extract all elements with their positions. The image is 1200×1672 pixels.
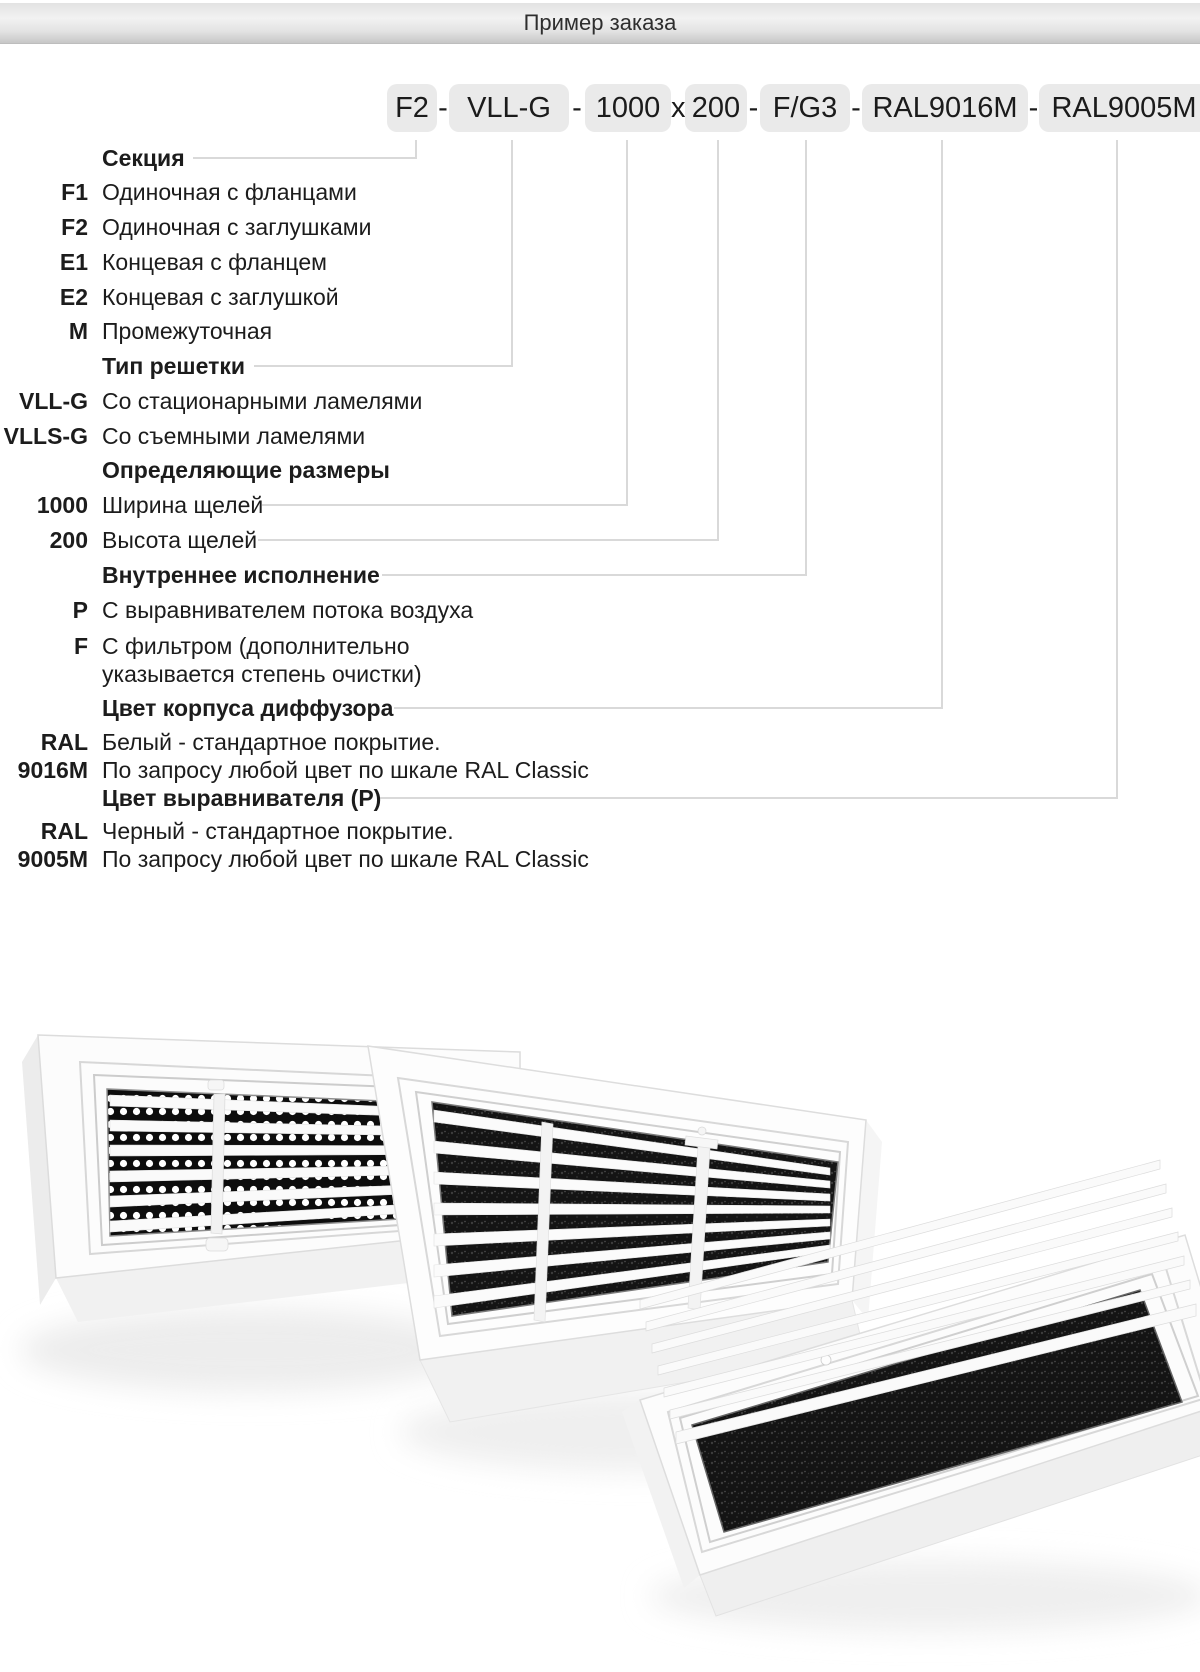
legend-text: С фильтром (дополнительно bbox=[102, 633, 410, 659]
legend-item bbox=[0, 422, 365, 450]
code-chip-body-color: RAL9016M bbox=[862, 84, 1028, 132]
code-separator: - bbox=[572, 92, 582, 124]
legend-code: E1 bbox=[59, 249, 88, 275]
legend-code: VLL-G bbox=[19, 388, 88, 414]
legend-text: Концевая с фланцем bbox=[102, 249, 327, 275]
legend-item bbox=[0, 632, 422, 688]
legend-code: 9016M bbox=[17, 757, 88, 783]
legend-heading-text: Цвет корпуса диффузора bbox=[102, 695, 394, 721]
code-separator: x bbox=[671, 92, 686, 124]
page-title: Пример заказа bbox=[523, 10, 677, 35]
legend-heading-dimensions bbox=[0, 456, 390, 484]
legend-heading-text: Цвет выравнивателя (P) bbox=[102, 785, 382, 811]
legend-code: 1000 bbox=[36, 492, 88, 518]
legend-item bbox=[0, 817, 589, 873]
legend-heading-text: Тип решетки bbox=[102, 353, 246, 379]
code-separator: - bbox=[748, 92, 759, 124]
code-separator: - bbox=[1028, 92, 1039, 124]
code-separator: - bbox=[851, 92, 861, 124]
legend-item bbox=[0, 387, 422, 415]
legend-heading-grille-type bbox=[0, 352, 245, 380]
legend-item bbox=[0, 317, 272, 345]
legend-code: 200 bbox=[49, 527, 88, 553]
code-chip-equalizer-color: RAL9005M bbox=[1039, 84, 1200, 132]
code-separator: - bbox=[438, 92, 448, 124]
legend-text: Ширина щелей bbox=[102, 492, 264, 518]
legend-text: Со стационарными ламелями bbox=[102, 388, 423, 414]
legend-text: указывается степень очистки) bbox=[102, 661, 422, 687]
legend-heading-text: Секция bbox=[102, 145, 185, 171]
legend-item bbox=[0, 596, 473, 624]
legend-text: Белый - стандартное покрытие. bbox=[102, 729, 441, 755]
legend-item bbox=[0, 178, 357, 206]
legend-heading-text: Внутреннее исполнение bbox=[102, 562, 380, 588]
legend-text: Промежуточная bbox=[102, 318, 273, 344]
legend-code: RAL bbox=[40, 729, 88, 755]
legend-item bbox=[0, 491, 263, 519]
legend-code: 9005M bbox=[17, 846, 88, 872]
legend-code: F bbox=[73, 633, 88, 659]
code-chip-slot-height: 200 bbox=[685, 84, 747, 132]
legend-item bbox=[0, 213, 371, 241]
legend-item bbox=[0, 283, 339, 311]
code-chip-slot-width: 1000 bbox=[585, 84, 671, 132]
code-chip-inner-design: F/G3 bbox=[760, 84, 850, 132]
legend-text: Одиночная с заглушками bbox=[102, 214, 372, 240]
legend-heading-inner-design bbox=[0, 561, 380, 589]
legend-text: По запросу любой цвет по шкале RAL Classic bbox=[102, 757, 589, 783]
legend-heading-text: Определяющие размеры bbox=[102, 457, 390, 483]
legend-text: Концевая с заглушкой bbox=[102, 284, 339, 310]
legend-text: Черный - стандартное покрытие. bbox=[102, 818, 454, 844]
legend-code: F2 bbox=[61, 214, 88, 240]
legend-code: RAL bbox=[40, 818, 88, 844]
legend-code: E2 bbox=[59, 284, 88, 310]
legend-text: С выравнивателем потока воздуха bbox=[102, 597, 474, 623]
legend-text: Одиночная с фланцами bbox=[102, 179, 357, 205]
code-chip-section: F2 bbox=[387, 84, 437, 132]
legend-code: P bbox=[72, 597, 88, 623]
legend-item bbox=[0, 248, 327, 276]
legend-heading-equalizer-color bbox=[0, 784, 381, 812]
legend-item bbox=[0, 728, 589, 784]
legend-heading-body-color bbox=[0, 694, 393, 722]
legend-code: M bbox=[68, 318, 88, 344]
legend-code: F1 bbox=[61, 179, 88, 205]
legend-item bbox=[0, 526, 257, 554]
legend-heading-section bbox=[0, 144, 185, 172]
code-chip-grille-type: VLL-G bbox=[449, 84, 569, 132]
legend-text: Высота щелей bbox=[102, 527, 258, 553]
product-gallery bbox=[0, 940, 1200, 1672]
legend-text: По запросу любой цвет по шкале RAL Classic bbox=[102, 846, 589, 872]
legend-text: Со съемными ламелями bbox=[102, 423, 366, 449]
legend-code: VLLS-G bbox=[3, 423, 88, 449]
